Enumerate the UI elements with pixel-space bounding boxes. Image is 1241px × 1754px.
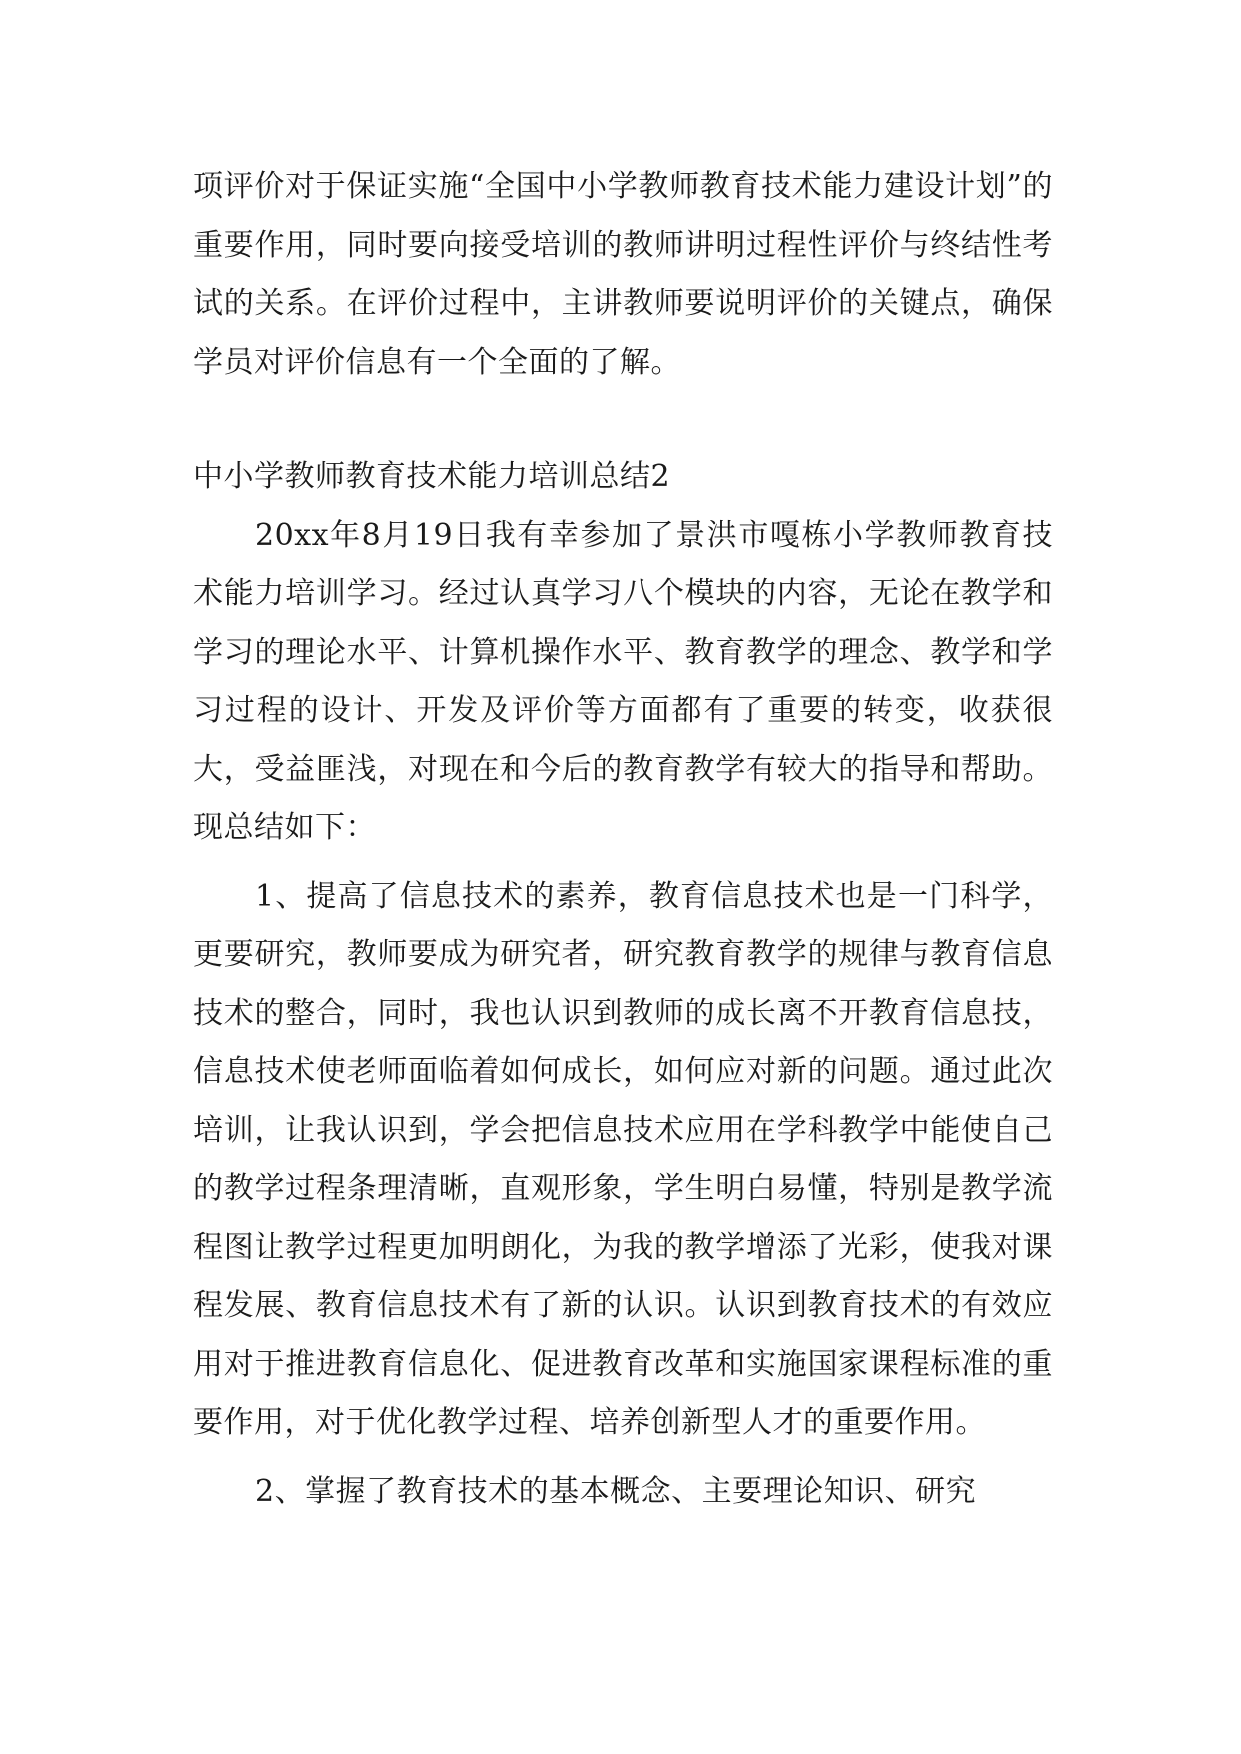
paragraph-continuation: 项评价对于保证实施“全国中小学教师教育技术能力建设计划”的重要作用，同时要向接受培训的教师讲明过程性评价与终结性考试的关系。在评价过程中，主讲教师要说明评价的关键点，确保学员对评价信息有一个全面的了解。 — [193, 169, 1053, 380]
paragraph-intro: 20xx年8月19日我有幸参加了景洪市嘎栋小学教师教育技术能力培训学习。经过认真学习八个模块的内容，无论在教学和学习的理论水平、计算机操作水平、教育教学的理念、教学和学习过程的设计、开发及评价等方面都有了重要的转变，收获很大，受益匪浅，对现在和今后的教育教学有较大的指导和帮助。现总结如下： — [193, 517, 1053, 845]
section-heading: 中小学教师教育技术能力培训总结2 — [193, 459, 671, 494]
paragraph-point-2: 2、掌握了教育技术的基本概念、主要理论知识、研究 — [255, 1473, 977, 1509]
paragraph-point-1: 1、提高了信息技术的素养，教育信息技术也是一门科学，更要研究，教师要成为研究者，研究教育教学的规律与教育信息技术的整合，同时，我也认识到教师的成长离不开教育信息技，信息技术使老师面临着如何成长，如何应对新的问题。通过此次培训，让我认识到，学会把信息技术应用在学科教学中能使自己的教学过程条理清晰，直观形象，学生明白易懂，特别是教学流程图让教学过程更加明朗化，为我的教学增添了光彩，使我对课程发展、教育信息技术有了新的认识。认识到教育技术的有效应用对于推进教育信息化、促进教育改革和实施国家课程标准的重要作用，对于优化教学过程、培养创新型人才的重要作用。 — [193, 878, 1053, 1440]
document-page — [193, 158, 1053, 1521]
